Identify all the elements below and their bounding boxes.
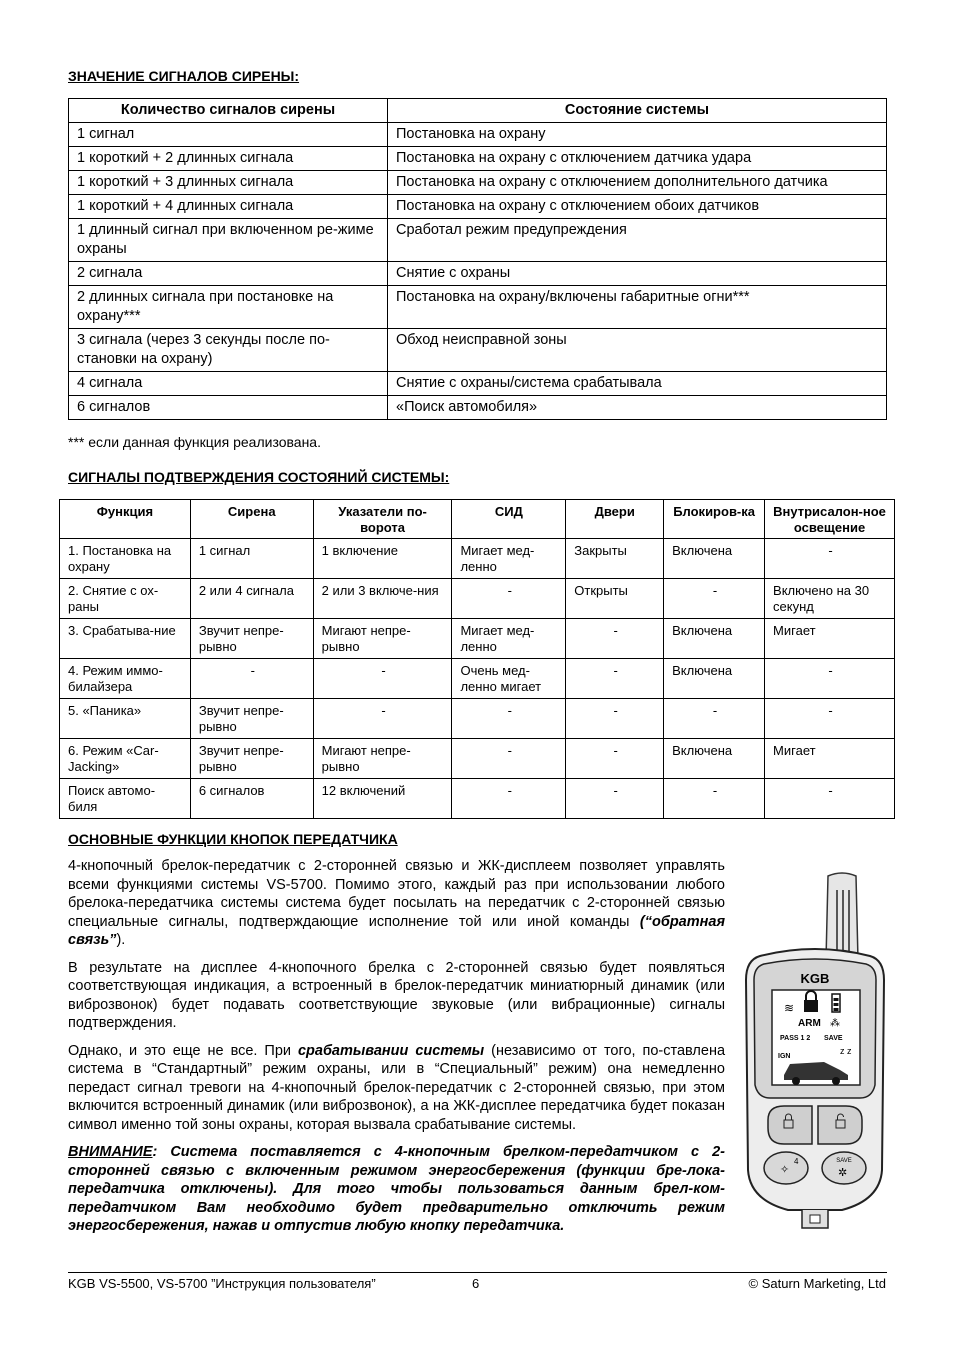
header-cell: Указатели по-ворота xyxy=(313,500,452,539)
header-cell: Сирена xyxy=(190,500,313,539)
wave-icon: ⁂ xyxy=(830,1018,840,1029)
warning-paragraph xyxy=(68,1143,725,1236)
paragraph xyxy=(68,857,725,950)
table-cell: 2 или 3 включе-ния xyxy=(313,579,452,619)
table-cell: 4. Режим иммо-билайзера xyxy=(60,659,191,699)
section-heading-siren: ЗНАЧЕНИЕ СИГНАЛОВ СИРЕНЫ: xyxy=(68,68,300,84)
table-cell: Звучит непре-рывно xyxy=(190,739,313,779)
button-4-label: 4 xyxy=(794,1157,799,1166)
table-cell: 6 сигналов xyxy=(190,779,313,819)
table-cell: - xyxy=(313,659,452,699)
key-ring-loop xyxy=(802,1210,828,1228)
paragraph xyxy=(68,1042,725,1135)
brand-logo: KGB xyxy=(800,971,830,986)
unlock-button[interactable] xyxy=(818,1106,862,1144)
table-cell: Включена xyxy=(664,739,765,779)
table-cell: Мигает мед-ленно xyxy=(452,539,566,579)
table-cell: 1 сигнал xyxy=(69,123,388,147)
table-cell: 2 сигнала xyxy=(69,262,388,286)
table-cell: 5. «Паника» xyxy=(60,699,191,739)
table-cell: Закрыты xyxy=(566,539,664,579)
table-row xyxy=(69,123,887,147)
table-row xyxy=(60,579,895,619)
header-cell: Блокиров-ка xyxy=(664,500,765,539)
table-cell: - xyxy=(566,739,664,779)
section-heading-confirmation: СИГНАЛЫ ПОДТВЕРЖДЕНИЯ СОСТОЯНИЙ СИСТЕМЫ: xyxy=(68,469,450,485)
table-row xyxy=(60,779,895,819)
lcd-save-label: SAVE xyxy=(824,1035,843,1042)
table-cell: Поиск автомо-биля xyxy=(60,779,191,819)
table-row xyxy=(60,739,895,779)
table-header-row xyxy=(60,500,895,539)
table-cell: Постановка на охрану/включены габаритные огни*** xyxy=(388,286,887,329)
table-header-row xyxy=(69,99,887,123)
table-cell: - xyxy=(313,699,452,739)
table-cell: Открыты xyxy=(566,579,664,619)
lcd-arm-label: ARM xyxy=(798,1018,821,1029)
header-cell: Двери xyxy=(566,500,664,539)
paragraph-text: ). xyxy=(116,932,126,948)
footer-title: KGB VS-5500, VS-5700 ”Инструкция пользователя” xyxy=(68,1276,376,1291)
table-cell: Постановка на охрану с отключением обоих датчиков xyxy=(388,195,887,219)
table-row xyxy=(69,329,887,372)
table-row xyxy=(69,171,887,195)
table-row xyxy=(69,262,887,286)
table-cell: - xyxy=(664,579,765,619)
table-cell: Звучит непре-рывно xyxy=(190,699,313,739)
table-cell: - xyxy=(452,699,566,739)
header-cell: Состояние системы xyxy=(388,99,887,123)
table-row xyxy=(69,147,887,171)
table-cell: Постановка на охрану xyxy=(388,123,887,147)
paragraph-text: 4-кнопочный брелок-передатчик с 2-сторонней связью и ЖК-дисплеем позволяет управлять всеми функциями системы VS-5700. Помимо этого, каждый раз при использовании любого брелока-передатчика системы система будет посылать на передатчик с 2-сторонней связью специальные сигналы, подтверждающие исполнение той или иной команды xyxy=(68,858,725,930)
emphasis-text: (“обратная связь” xyxy=(68,913,725,948)
table-cell: «Поиск автомобиля» xyxy=(388,396,887,420)
table-cell: Мигает мед-ленно xyxy=(452,619,566,659)
table-cell: Включена xyxy=(664,539,765,579)
table-cell: - xyxy=(566,779,664,819)
table-cell: Снятие с охраны/система срабатывала xyxy=(388,372,887,396)
table-cell: 4 сигнала xyxy=(69,372,388,396)
header-cell: Количество сигналов сирены xyxy=(69,99,388,123)
save-button-label: SAVE xyxy=(836,1158,852,1164)
warning-label: ВНИМАНИЕ xyxy=(68,1144,153,1160)
table-row xyxy=(69,396,887,420)
antenna xyxy=(826,873,858,960)
table-cell: Включена xyxy=(664,619,765,659)
paragraph-text: Однако, и это еще не все. При xyxy=(68,1042,291,1059)
lcd-pass-label: PASS 1 2 xyxy=(780,1035,811,1042)
save-button[interactable] xyxy=(822,1152,866,1184)
table-cell: 1 включение xyxy=(313,539,452,579)
table-cell: Мигает xyxy=(765,739,895,779)
table-cell: Очень мед-ленно мигает xyxy=(452,659,566,699)
table-cell: 6. Режим «Car-Jacking» xyxy=(60,739,191,779)
table-row xyxy=(60,539,895,579)
footer-divider xyxy=(68,1272,887,1273)
table-cell: - xyxy=(566,619,664,659)
table-cell: - xyxy=(452,779,566,819)
table-cell: 1 сигнал xyxy=(190,539,313,579)
lcd-ign-label: IGN xyxy=(778,1053,791,1060)
table-cell: - xyxy=(566,699,664,739)
body-text xyxy=(68,857,725,1245)
table-cell: Включено на 30 секунд xyxy=(765,579,895,619)
table-row xyxy=(69,195,887,219)
table-row xyxy=(60,699,895,739)
footer-copyright: © Saturn Marketing, Ltd xyxy=(748,1276,886,1291)
table-cell: Постановка на охрану с отключением датчика удара xyxy=(388,147,887,171)
button-4[interactable] xyxy=(764,1152,808,1184)
footnote: *** если данная функция реализована. xyxy=(68,434,321,450)
table-cell: Сработал режим предупреждения xyxy=(388,219,887,262)
table-cell: 1. Постановка на охрану xyxy=(60,539,191,579)
table-cell: - xyxy=(765,779,895,819)
table-cell: Снятие с охраны xyxy=(388,262,887,286)
table-row xyxy=(60,659,895,699)
table-cell: - xyxy=(452,739,566,779)
table-cell: - xyxy=(190,659,313,699)
table-cell: Мигают непре-рывно xyxy=(313,739,452,779)
table-cell: Звучит непре-рывно xyxy=(190,619,313,659)
table-row xyxy=(69,372,887,396)
table-cell: - xyxy=(566,659,664,699)
table-cell: - xyxy=(452,579,566,619)
paragraph: В результате на дисплее 4-кнопочного брелка с 2-сторонней связью будет появляться соответствующая индикация, а встроенный в брелок-передатчик миниатюрный динамик (или виброзвонок) будет подавать соответствующие звуковые (или вибрационные) сигналы подтверждения. xyxy=(68,959,725,1031)
table-cell: Постановка на охрану с отключением дополнительного датчика xyxy=(388,171,887,195)
lock-button[interactable] xyxy=(768,1106,812,1144)
table-cell: 2 или 4 сигнала xyxy=(190,579,313,619)
table-cell: 2. Снятие с ох-раны xyxy=(60,579,191,619)
table-cell: 12 включений xyxy=(313,779,452,819)
table-cell: - xyxy=(765,659,895,699)
confirmation-signals-table xyxy=(59,499,895,819)
emphasis-text: срабатывании системы xyxy=(297,1042,485,1059)
page-number: 6 xyxy=(472,1276,480,1291)
table-row xyxy=(69,286,887,329)
table-cell: 2 длинных сигнала при постановке на охрану*** xyxy=(69,286,388,329)
table-row xyxy=(69,219,887,262)
section-heading-buttons: ОСНОВНЫЕ ФУНКЦИИ КНОПОК ПЕРЕДАТЧИКА xyxy=(68,831,398,847)
table-cell: 1 длинный сигнал при включенном ре-жиме охраны xyxy=(69,219,388,262)
table-cell: 3 сигнала (через 3 секунды после по-становки на охрану) xyxy=(69,329,388,372)
table-cell: 3. Срабатыва-ние xyxy=(60,619,191,659)
table-cell: - xyxy=(765,539,895,579)
table-cell: 1 короткий + 3 длинных сигнала xyxy=(69,171,388,195)
table-cell: 1 короткий + 2 длинных сигнала xyxy=(69,147,388,171)
header-cell: Функция xyxy=(60,500,191,539)
table-cell: Мигает xyxy=(765,619,895,659)
paragraph-text: (независимо от того, по-ставлена система в “Стандартный” режим охраны, или в “Специальный” режим) она немедленно передаст сигнал тревоги на 4-кнопочный брелок-передатчик с 2-сторонней связью, при этом включится встроенный динамик (или виброзвонок), а на ЖК-дисплее передатчика будет показан символ именно той зоны охраны, которая вызвала срабатывание системы. xyxy=(68,1042,726,1133)
sleep-icon: z z xyxy=(840,1046,852,1056)
signal-icon: ≋ xyxy=(784,1001,795,1015)
header-cell: Внутрисалон-ное освещение xyxy=(765,500,895,539)
table-cell: - xyxy=(664,779,765,819)
table-row xyxy=(60,619,895,659)
remote-transmitter-illustration xyxy=(742,870,888,1240)
header-cell: СИД xyxy=(452,500,566,539)
table-cell: - xyxy=(765,699,895,739)
warning-text: : Система поставляется с 4-кнопочным брелком-передатчиком с 2-сторонней связью с включенным режимом энергосбережения (функции бре-лока-передатчика отключены). Для того чтобы пользоваться данным брел-ком-передатчиком Вам необходимо будет предварительно отключить режим энергосбережения, нажав и отпустив любую кнопку передатчика. xyxy=(68,1144,725,1234)
siren-signals-table xyxy=(68,98,887,420)
table-cell: Мигают непре-рывно xyxy=(313,619,452,659)
horn-icon: ✧ xyxy=(780,1164,790,1176)
table-cell: 6 сигналов xyxy=(69,396,388,420)
star-icon: ✲ xyxy=(838,1167,848,1179)
table-cell: 1 короткий + 4 длинных сигнала xyxy=(69,195,388,219)
table-cell: Включена xyxy=(664,659,765,699)
table-cell: Обход неисправной зоны xyxy=(388,329,887,372)
table-cell: - xyxy=(664,699,765,739)
